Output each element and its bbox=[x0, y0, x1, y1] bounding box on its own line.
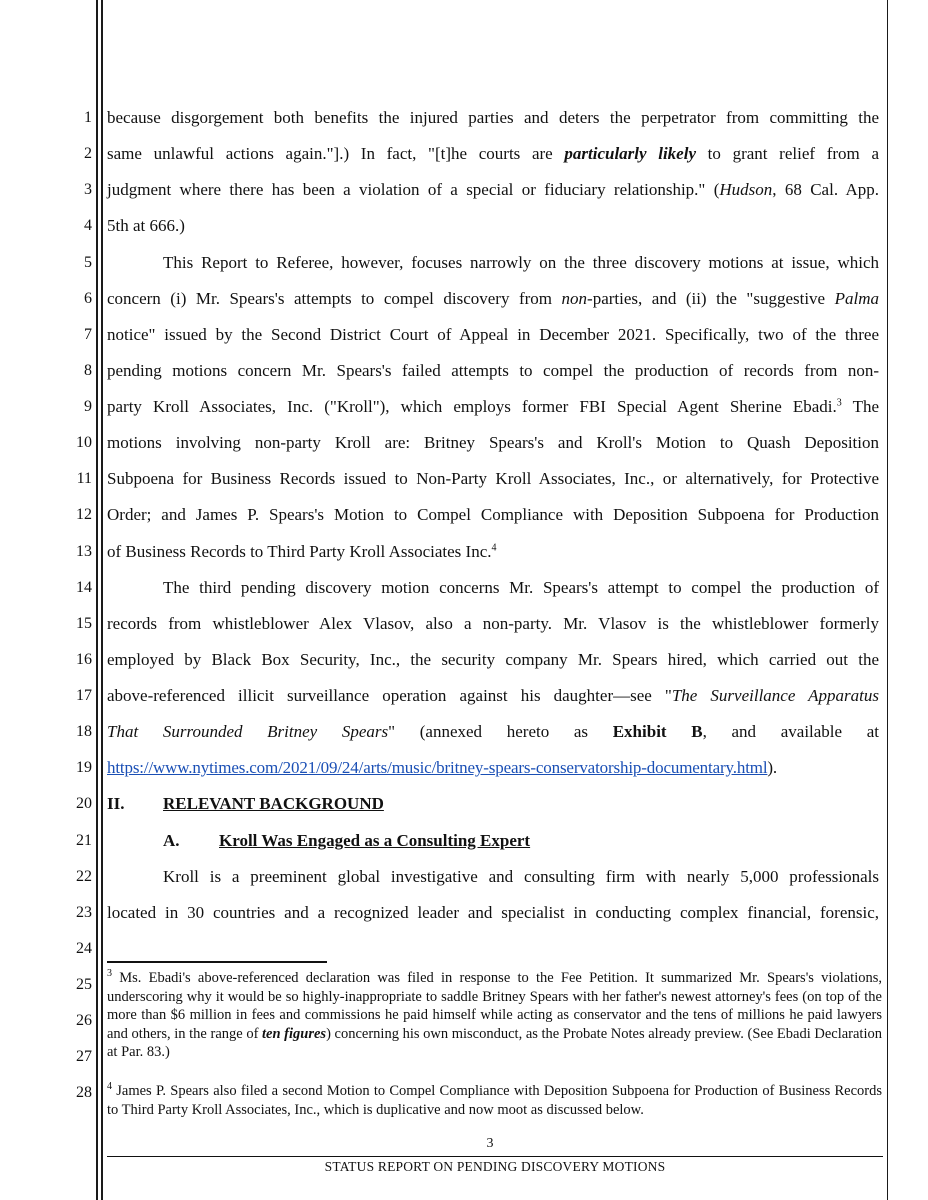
line-number: 14 bbox=[76, 579, 92, 596]
footer-title: STATUS REPORT ON PENDING DISCOVERY MOTIONS bbox=[324, 1159, 666, 1174]
text-line: located in 30 countries and a recognized leader and specialist in conducting complex financial, forensic, bbox=[107, 903, 879, 922]
line-number: 3 bbox=[84, 181, 92, 198]
line-number: 20 bbox=[76, 795, 92, 812]
line-number: 17 bbox=[76, 687, 92, 704]
text-line: records from whistleblower Alex Vlasov, also a non-party. Mr. Vlasov is the whistleblower formerly bbox=[107, 614, 879, 633]
footer-rule bbox=[107, 1156, 883, 1157]
text-line: above-referenced illicit surveillance operation against his daughter—see "The Surveillance Apparatus bbox=[107, 686, 879, 705]
text-line: Subpoena for Business Records issued to Non-Party Kroll Associates, Inc., or alternatively, for Protective bbox=[107, 469, 879, 488]
line-number: 16 bbox=[76, 651, 92, 668]
line-number: 22 bbox=[76, 868, 92, 885]
text-line: Kroll is a preeminent global investigative and consulting firm with nearly 5,000 professionals bbox=[163, 867, 879, 886]
line-number: 23 bbox=[76, 904, 92, 921]
line-number: 7 bbox=[84, 326, 92, 343]
text-line: pending motions concern Mr. Spears's failed attempts to compel the production of records from non- bbox=[107, 361, 879, 380]
heading-title: RELEVANT BACKGROUND bbox=[163, 794, 384, 813]
footnote-ref-3[interactable]: 3 bbox=[836, 397, 842, 409]
text-line: concern (i) Mr. Spears's attempts to compel discovery from non-parties, and (ii) the "suggestive Palma bbox=[107, 289, 879, 308]
line-number: 5 bbox=[84, 254, 92, 271]
heading-number: A. bbox=[163, 831, 180, 850]
text-line: notice" issued by the Second District Court of Appeal in December 2021. Specifically, two of the three bbox=[107, 325, 879, 344]
line-number: 4 bbox=[84, 217, 92, 234]
footnote-separator bbox=[107, 961, 327, 963]
text-line: This Report to Referee, however, focuses narrowly on the three discovery motions at issue, which bbox=[163, 253, 879, 272]
footnote-ref-4[interactable]: 4 bbox=[491, 542, 497, 554]
line-number: 15 bbox=[76, 615, 92, 632]
line-number: 19 bbox=[76, 759, 92, 776]
text-line: motions involving non-party Kroll are: Britney Spears's and Kroll's Motion to Quash Deposition bbox=[107, 433, 879, 452]
line-number: 27 bbox=[76, 1048, 92, 1065]
line-number: 13 bbox=[76, 543, 92, 560]
line-number: 1 bbox=[84, 109, 92, 126]
text-line: party Kroll Associates, Inc. ("Kroll"), which employs former FBI Special Agent Sherine Ebadi.$^3$ The bbox=[107, 397, 879, 416]
footnote-3: $^3$ Ms. Ebadi's above-referenced declaration was filed in response to the Fee Petition. It summarized Mr. Spears's violations, underscoring why it would be so highly-inappropriate to saddle Britney Spears with her father's newest attorney's fees (on top of the more than $6 million in fees and commissions he paid himself while acting as conservator and the tens of millions he paid lawyers and others, in the range of ten figures) concerning his own misconduct, as the Probate Notes already preview. (See Ebadi Declaration at Par. 83.) bbox=[107, 968, 882, 1060]
line-number: 9 bbox=[84, 398, 92, 415]
text-line: employed by Black Box Security, Inc., the security company Mr. Spears hired, which carried out the bbox=[107, 650, 879, 669]
line-number: 26 bbox=[76, 1012, 92, 1029]
line-number: 11 bbox=[76, 470, 92, 487]
line-number: 6 bbox=[84, 290, 92, 307]
heading-title: Kroll Was Engaged as a Consulting Expert bbox=[219, 831, 531, 850]
text-line: because disgorgement both benefits the injured parties and deters the perpetrator from committing the bbox=[107, 108, 879, 127]
text-line: That Surrounded Britney Spears" (annexed hereto as Exhibit B, and available at bbox=[107, 722, 880, 741]
line-number: 28 bbox=[76, 1084, 92, 1101]
footnote-4: $^4$ James P. Spears also filed a second Motion to Compel Compliance with Deposition Subpoena for Production of Business Records to Third Party Kroll Associates, Inc., which is duplicative and now moot as discussed below. bbox=[107, 1081, 882, 1118]
line-number: 25 bbox=[76, 976, 92, 993]
page-number: 3 bbox=[486, 1136, 494, 1151]
text-line: of Business Records to Third Party Kroll Associates Inc.$^4$ bbox=[107, 542, 497, 561]
line-number: 18 bbox=[76, 723, 92, 740]
text-line: judgment where there has been a violation of a special or fiduciary relationship." (Hudson, 68 Cal. App. bbox=[107, 180, 879, 199]
line-number: 10 bbox=[76, 434, 92, 451]
line-number: 12 bbox=[76, 506, 92, 523]
line-number: 2 bbox=[84, 145, 92, 162]
text-line: https://www.nytimes.com/2021/09/24/arts/music/britney-spears-conservatorship-documentary.html). bbox=[107, 758, 778, 777]
line-number: 21 bbox=[76, 832, 92, 849]
left-margin-rule-outer bbox=[96, 0, 98, 1200]
right-margin-rule bbox=[887, 0, 888, 1200]
text-line: Order; and James P. Spears's Motion to Compel Compliance with Deposition Subpoena for Production bbox=[107, 505, 879, 524]
heading-number: II. bbox=[107, 794, 125, 813]
line-number: 24 bbox=[76, 940, 92, 957]
nytimes-link[interactable]: https://www.nytimes.com/2021/09/24/arts/music/britney-spears-conservatorship-documentary.html bbox=[107, 758, 768, 777]
section-heading bbox=[107, 793, 879, 815]
text-line: The third pending discovery motion concerns Mr. Spears's attempt to compel the production of bbox=[163, 578, 879, 597]
left-margin-rule-inner bbox=[101, 0, 103, 1200]
text-line: same unlawful actions again."].) In fact, "[t]he courts are particularly likely to grant relief from a bbox=[107, 144, 879, 163]
line-number: 8 bbox=[84, 362, 92, 379]
text-line: 5th at 666.) bbox=[107, 216, 185, 235]
